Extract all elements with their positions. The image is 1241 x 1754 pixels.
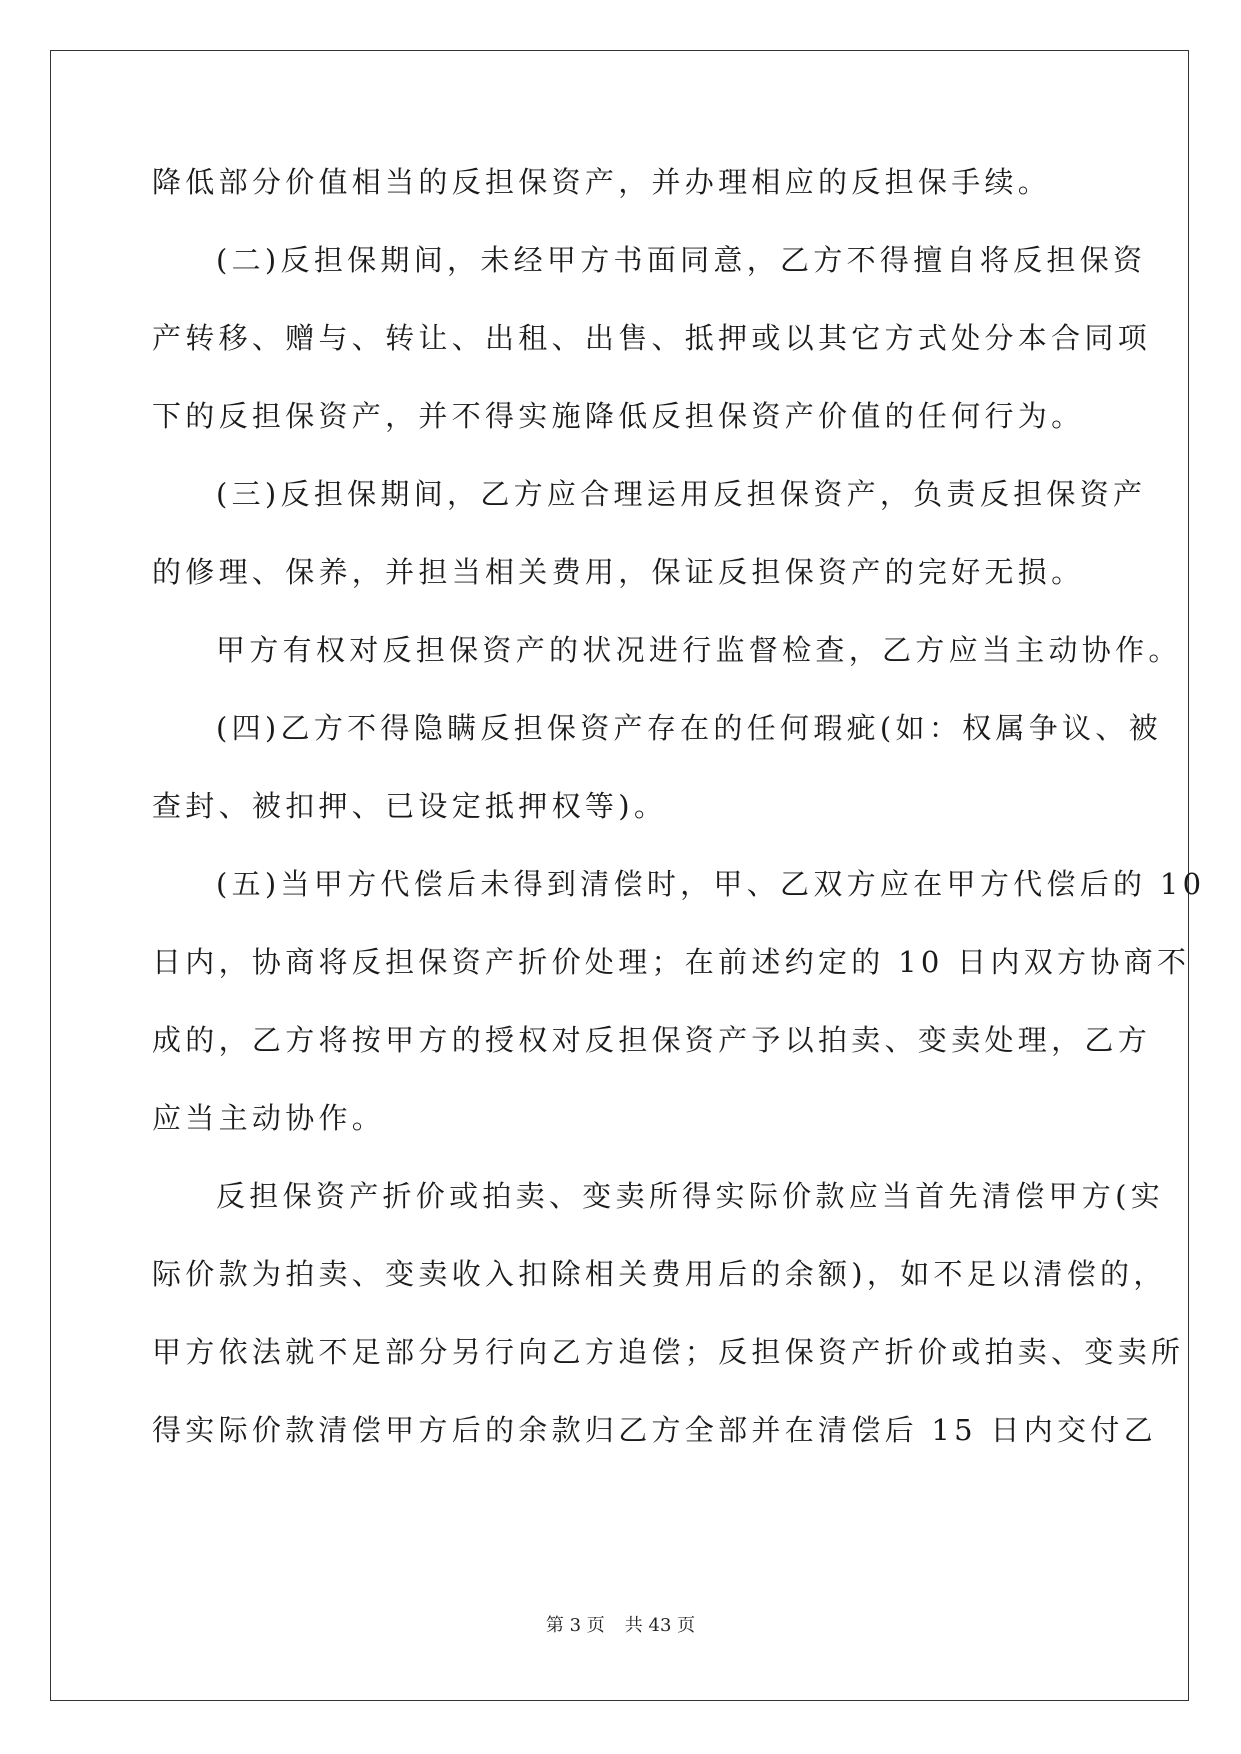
text-line: 甲方依法就不足部分另行向乙方追偿；反担保资产折价或拍卖、变卖所 — [152, 1335, 1185, 1369]
text-line: 日内，协商将反担保资产折价处理；在前述约定的 10 日内双方协商不 — [152, 945, 1191, 979]
text-line: (二)反担保期间，未经甲方书面同意，乙方不得擅自将反担保资 — [216, 243, 1147, 277]
page-number-total: 共 43 页 — [624, 1615, 696, 1636]
text-line: (四)乙方不得隐瞒反担保资产存在的任何瑕疵(如：权属争议、被 — [216, 711, 1162, 745]
text-line: 得实际价款清偿甲方后的余款归乙方全部并在清偿后 15 日内交付乙 — [152, 1413, 1157, 1447]
text-line: 查封、被扣押、已设定抵押权等)。 — [152, 789, 668, 823]
document-body — [152, 160, 1206, 1486]
text-line: 甲方有权对反担保资产的状况进行监督检查，乙方应当主动协作。 — [216, 633, 1182, 667]
text-line: 产转移、赠与、转让、出租、出售、抵押或以其它方式处分本合同项 — [152, 321, 1152, 355]
text-line: 下的反担保资产，并不得实施降低反担保资产价值的任何行为。 — [152, 399, 1085, 433]
page-footer — [0, 1614, 1241, 1638]
text-line: (三)反担保期间，乙方应合理运用反担保资产，负责反担保资产 — [216, 477, 1147, 511]
text-line: (五)当甲方代偿后未得到清偿时，甲、乙双方应在甲方代偿后的 10 — [216, 867, 1206, 901]
text-line: 降低部分价值相当的反担保资产，并办理相应的反担保手续。 — [152, 165, 1052, 199]
page-number-current: 第 3 页 — [545, 1615, 605, 1636]
text-line: 际价款为拍卖、变卖收入扣除相关费用后的余额)，如不足以清偿的， — [152, 1257, 1167, 1291]
text-line: 的修理、保养，并担当相关费用，保证反担保资产的完好无损。 — [152, 555, 1085, 589]
text-line: 成的，乙方将按甲方的授权对反担保资产予以拍卖、变卖处理，乙方 — [152, 1023, 1152, 1057]
text-line: 反担保资产折价或拍卖、变卖所得实际价款应当首先清偿甲方(实 — [216, 1179, 1165, 1213]
text-line: 应当主动协作。 — [152, 1101, 386, 1135]
